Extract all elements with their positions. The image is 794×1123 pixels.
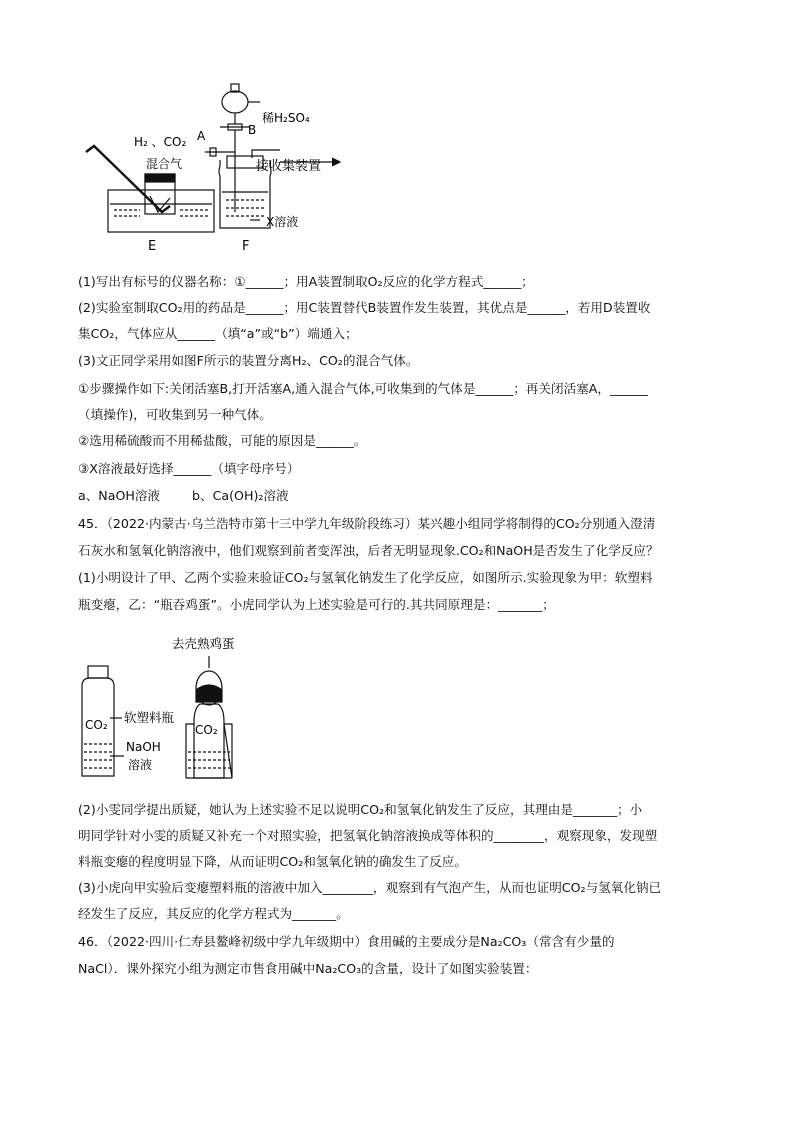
q46-intro-line1: 46．（2022·四川·仁寿县鳌峰初级中学九年级期中）食用碱的主要成分是Na₂CO₃（常含有少量的 [78, 934, 615, 949]
label-b: B [248, 123, 257, 137]
q44-options: a、NaOH溶液 b、Ca(OH)₂溶液 [78, 488, 289, 503]
egg-bottle [186, 656, 232, 778]
q44-part2-line2: 集CO₂，气体应从______（填“a”或“b”）端通入； [78, 326, 358, 341]
label-a: A [197, 129, 206, 143]
naoh-label: NaOH [126, 740, 161, 754]
q44-step3: ③X溶液最好选择______（填字母序号） [78, 461, 300, 476]
gas-label-1: H₂ 、CO₂ [134, 135, 187, 149]
q45-part2-line2: 明同学针对小雯的质疑又补充一个对照实验，把氢氧化钠溶液换成等体积的________，观察现象，发现塑 [78, 828, 658, 843]
q46-intro-line2: NaCl）．课外探究小组为测定市售食用碱中Na₂CO₃的含量，设计了如图实验装置： [78, 961, 538, 976]
q45-part1-line2: 瓶变瘪，乙：“瓶吞鸡蛋”。小虎同学认为上述实验是可行的.其共同原理是：_______； [78, 597, 555, 612]
q45-part2-line1: (2)小雯同学提出质疑，她认为上述实验不足以说明CO₂和氢氧化钠发生了反应，其理由是_______；小 [78, 802, 643, 817]
solution-label: 溶液 [128, 758, 153, 772]
figure-co2-bottles [74, 628, 274, 783]
q45-part1-line1: (1)小明设计了甲、乙两个实验来验证CO₂与氢氧化钠发生了化学反应，如图所示.实验现象为甲：软塑料 [78, 570, 653, 585]
x-solution-label: X溶液 [266, 215, 299, 229]
q45-intro-line1: 45．（2022·内蒙古·乌兰浩特市第十三中学九年级阶段练习）某兴趣小组同学将制得的CO₂分别通入澄清 [78, 516, 656, 531]
q44-part2-line1: (2)实验室制取CO₂用的药品是______；用C装置替代B装置作发生装置，其优点是______，若用D装置收 [78, 300, 651, 315]
q44-part1: (1)写出有标号的仪器名称：①______；用A装置制取O₂反应的化学方程式______； [78, 274, 534, 289]
acid-label: 稀H₂SO₄ [262, 111, 310, 125]
q45-part3-line1: (3)小虎向甲实验后变瘪塑料瓶的溶液中加入________，观察到有气泡产生，从而也证明CO₂与氢氧化钠已 [78, 880, 662, 895]
q44-step1-line1: ①步骤操作如下:关闭活塞B,打开活塞A,通入混合气体,可收集到的气体是______；再关闭活塞A，______ [78, 381, 648, 396]
q44-part3: (3)文正同学采用如图F所示的装置分离H₂、CO₂的混合气体。 [78, 353, 419, 368]
q44-step1-line2: （填操作)，可收集到另一种气体。 [78, 407, 272, 422]
gas-label-2: 混合气 [146, 157, 183, 171]
outlet-label: 接收集装置 [256, 159, 322, 174]
bottle-label: 软塑料瓶 [124, 710, 175, 725]
figure-e-f [70, 80, 370, 260]
caption-e: E [148, 239, 157, 254]
q45-intro-line2: 石灰水和氢氧化钠溶液中，他们观察到前者变浑浊，后者无明显现象.CO₂和NaOH是否发生了化学反应？ [78, 543, 659, 558]
egg-label: 去壳熟鸡蛋 [172, 636, 235, 651]
co2-label-right: CO₂ [195, 723, 218, 737]
co2-label-left: CO₂ [85, 718, 108, 732]
q44-step2: ②选用稀硫酸而不用稀盐酸，可能的原因是______。 [78, 433, 367, 448]
apparatus-f [205, 84, 340, 228]
q45-part2-line3: 料瓶变瘪的程度明显下降，从而证明CO₂和氢氧化钠的确发生了反应。 [78, 854, 467, 869]
caption-f: F [242, 239, 250, 254]
q45-part3-line2: 经发生了反应，其反应的化学方程式为_______。 [78, 906, 349, 921]
